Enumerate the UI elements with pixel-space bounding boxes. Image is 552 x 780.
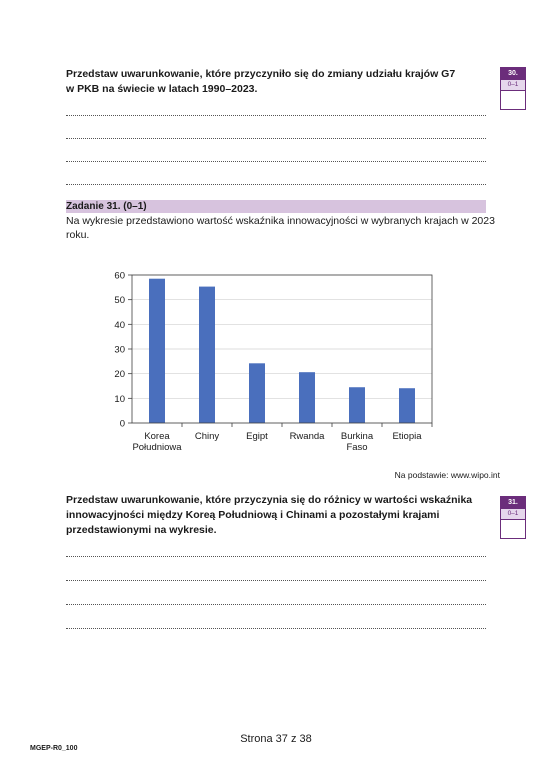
x-tick-label: Korea Południowa bbox=[132, 431, 182, 453]
q30-line2: w PKB na świecie w latach 1990–2023. bbox=[66, 83, 258, 95]
exam-code: MGEP-R0_100 bbox=[30, 745, 78, 752]
answer-line[interactable] bbox=[66, 556, 486, 557]
page-number: Strona 37 z 38 bbox=[240, 733, 312, 745]
score-box-number: 31. bbox=[501, 497, 525, 508]
answer-line[interactable] bbox=[66, 138, 486, 139]
q31-line2: innowacyjności między Koreą Południową i Chinami a pozostałymi krajami bbox=[66, 509, 440, 521]
x-tick-label: Egipt bbox=[246, 431, 268, 442]
bar bbox=[399, 388, 415, 423]
task-intro-line1: Na wykresie przedstawiono wartość wskaźnika innowacyjności w wybranych krajach w 2023 bbox=[66, 215, 495, 227]
answer-line[interactable] bbox=[66, 628, 486, 629]
bar bbox=[149, 279, 165, 423]
y-tick-label: 20 bbox=[114, 369, 125, 381]
task-intro-line2: roku. bbox=[66, 229, 90, 241]
bar bbox=[249, 363, 265, 423]
answer-line[interactable] bbox=[66, 115, 486, 116]
task-intro bbox=[66, 214, 496, 242]
y-tick-label: 0 bbox=[119, 418, 125, 430]
q31-line3: przedstawionymi na wykresie. bbox=[66, 524, 217, 536]
score-box-field[interactable] bbox=[501, 91, 525, 109]
y-tick-label: 50 bbox=[114, 295, 125, 307]
x-tick-label: Chiny bbox=[194, 431, 220, 442]
y-tick-label: 60 bbox=[114, 270, 125, 282]
score-box-field[interactable] bbox=[501, 520, 525, 538]
x-tick-label: Etiopia bbox=[392, 431, 422, 442]
source-note: Na podstawie: www.wipo.int bbox=[394, 470, 500, 480]
q30-text bbox=[66, 67, 486, 97]
q31-line1: Przedstaw uwarunkowanie, które przyczynia się do różnicy w wartości wskaźnika bbox=[66, 494, 473, 506]
bar bbox=[199, 287, 215, 423]
score-box-points: 0–1 bbox=[501, 79, 525, 91]
y-tick-label: 40 bbox=[114, 319, 125, 331]
answer-line[interactable] bbox=[66, 161, 486, 162]
answer-line[interactable] bbox=[66, 580, 486, 581]
score-box-31 bbox=[500, 496, 526, 539]
score-box-number: 30. bbox=[501, 68, 525, 79]
x-tick-label: Burkina Faso bbox=[340, 431, 374, 453]
x-tick-label: Rwanda bbox=[289, 431, 325, 442]
y-tick-label: 30 bbox=[114, 344, 125, 356]
answer-line[interactable] bbox=[66, 604, 486, 605]
q31-text bbox=[66, 493, 486, 538]
q30-line1: Przedstaw uwarunkowanie, które przyczyniło się do zmiany udziału krajów G7 bbox=[66, 68, 456, 80]
innovation-index-chart bbox=[0, 262, 552, 462]
score-box-points: 0–1 bbox=[501, 508, 525, 520]
task-title: Zadanie 31. (0–1) bbox=[66, 201, 147, 212]
score-box-30 bbox=[500, 67, 526, 110]
bar bbox=[299, 372, 315, 423]
y-tick-label: 10 bbox=[114, 393, 125, 405]
bar bbox=[349, 387, 365, 423]
answer-line[interactable] bbox=[66, 184, 486, 185]
